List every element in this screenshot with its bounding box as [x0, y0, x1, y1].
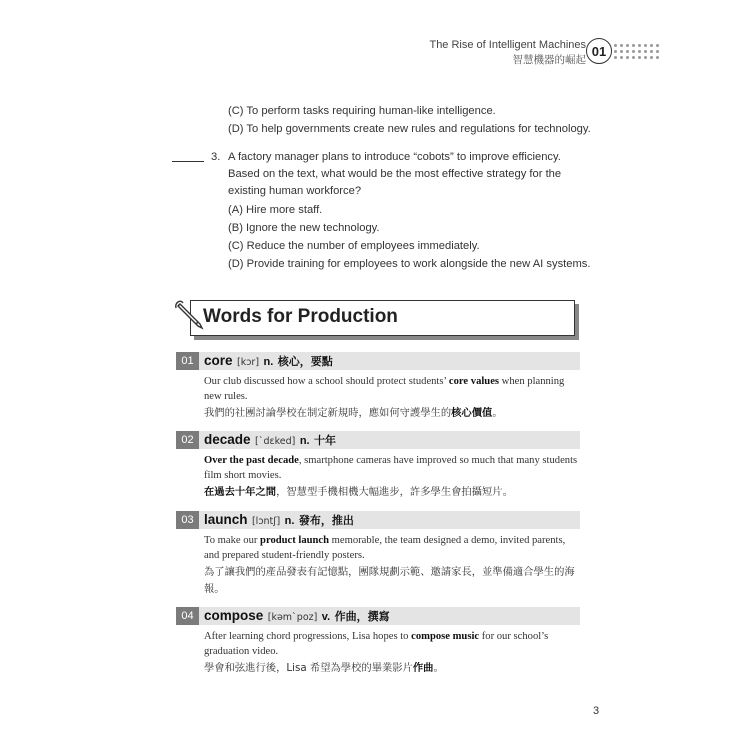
word-meaning: 作曲，撰寫 [334, 610, 390, 623]
example-translation: 為了讓我們的產品發表有記憶點，團隊規劃示範、邀請家長，並準備適合學生的海報。 [204, 566, 575, 595]
word-number: 04 [176, 607, 199, 625]
word-headline [204, 352, 333, 372]
example-sentence: To make our product launch memorable, the team designed a demo, invited parents, and prepared student-friendly posters. [204, 535, 566, 561]
word-word: core [204, 353, 233, 368]
word-word: launch [204, 512, 248, 527]
dot-pattern-decoration [614, 44, 660, 62]
word-meaning: 十年 [314, 434, 337, 447]
word-pron: [kɔr] [236, 357, 260, 368]
unit-number-badge: 01 [586, 38, 612, 64]
question-line: existing human workforce? [228, 185, 362, 197]
example-sentence: Our club discussed how a school should protect students’ core values when planning new rules. [204, 376, 565, 402]
pencil-icon [172, 298, 206, 332]
word-number: 01 [176, 352, 199, 370]
word-headline [204, 607, 390, 627]
word-pron: [ˋdɛked] [254, 436, 296, 447]
example-sentence: After learning chord progressions, Lisa hopes to compose music for our school’s graduation video. [204, 631, 549, 657]
section-title: Words for Production [203, 306, 398, 327]
example-translation: 學會和弦進行後，Lisa 希望為學校的畢業影片作曲。 [204, 662, 444, 674]
option-a: (A) Hire more staff. [228, 204, 323, 216]
word-headline [204, 431, 336, 451]
page-number: 3 [593, 705, 600, 717]
question-line: Based on the text, what would be the most effective strategy for the [228, 168, 562, 180]
option-b: (B) Ignore the new technology. [228, 222, 380, 234]
option-c: (C) Reduce the number of employees immediately. [228, 240, 480, 252]
word-number: 03 [176, 511, 199, 529]
example-sentence: Over the past decade, smartphone cameras have improved so much that many students film short movies. [204, 455, 578, 481]
word-word: compose [204, 608, 264, 623]
answer-blank[interactable] [172, 161, 204, 162]
chapter-title-zh: 智慧機器的崛起 [512, 54, 586, 66]
question-line: A factory manager plans to introduce “cobots” to improve efficiency. [228, 151, 561, 163]
word-number: 02 [176, 431, 199, 449]
word-pos: n. [263, 356, 274, 368]
word-meaning: 核心，要點 [277, 355, 333, 368]
word-headline [204, 511, 354, 531]
word-word: decade [204, 432, 251, 447]
question-number: 3. [211, 151, 221, 163]
option-d: (D) Provide training for employees to work alongside the new AI systems. [228, 258, 591, 270]
example-translation: 在過去十年之間，智慧型手機相機大幅進步，許多學生會拍攝短片。 [204, 486, 513, 498]
word-pos: v. [321, 611, 331, 623]
example-translation: 我們的社團討論學校在制定新規時，應如何守護學生的核心價值。 [204, 407, 503, 419]
word-pos: n. [284, 515, 295, 527]
running-header [429, 38, 586, 68]
word-pron: [kəmˋpoz] [267, 612, 318, 623]
word-pos: n. [299, 435, 310, 447]
word-pron: [lɔntʃ] [251, 516, 281, 527]
chapter-title-en: The Rise of Intelligent Machines [429, 39, 586, 51]
option-d-prev: (D) To help governments create new rules and regulations for technology. [228, 123, 591, 135]
word-meaning: 發布，推出 [298, 514, 354, 527]
option-c-prev: (C) To perform tasks requiring human-like intelligence. [228, 105, 496, 117]
